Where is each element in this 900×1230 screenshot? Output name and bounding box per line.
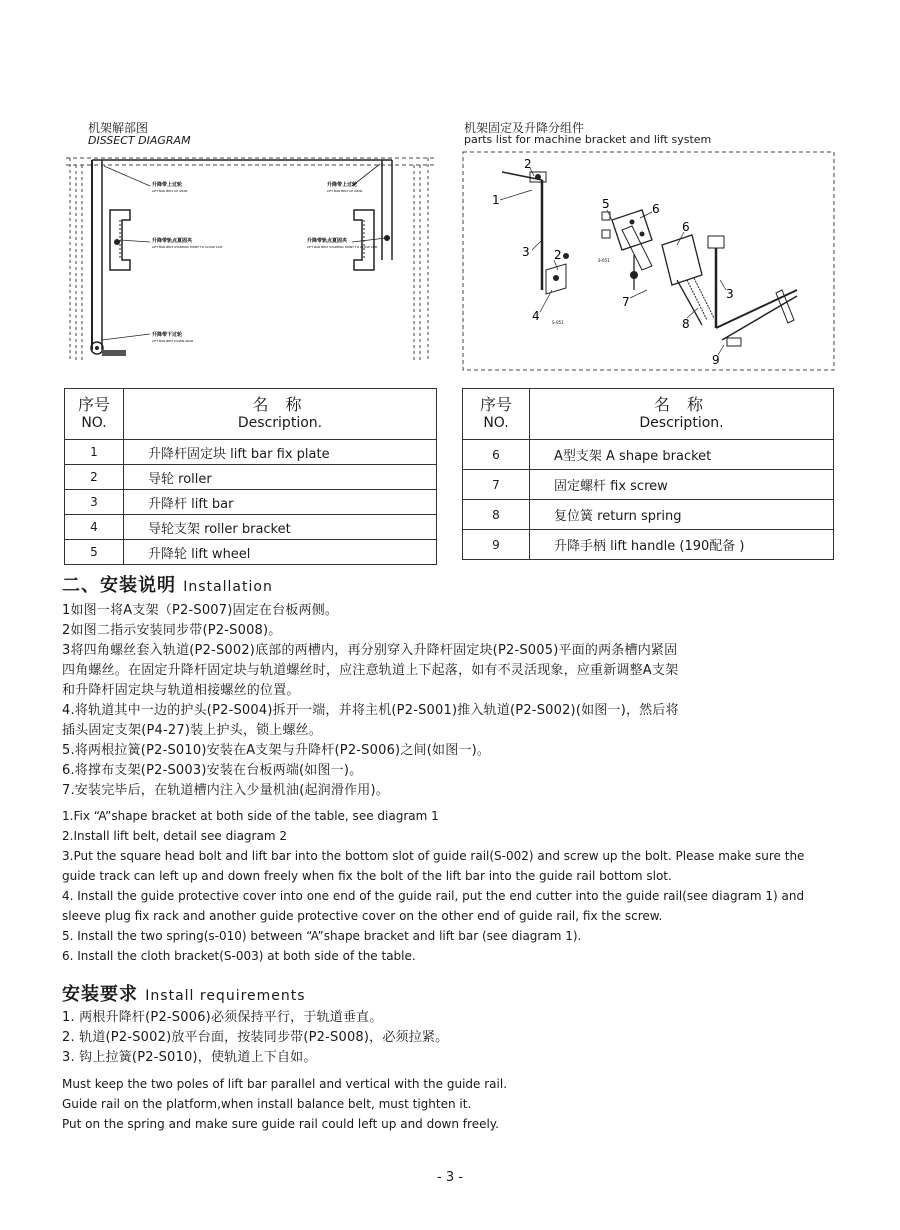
callout-2b: 2	[554, 248, 562, 262]
callout-5: 5	[602, 197, 610, 211]
requirements-cn-line: 3. 钩上拉簧(P2-S010)，使轨道上下自如。	[62, 1050, 317, 1065]
requirements-en-line: Put on the spring and make sure guide rail could left up and down freely.	[62, 1117, 499, 1131]
requirements-en-line: Must keep the two poles of lift bar parallel and vertical with the guide rail.	[62, 1077, 508, 1091]
table-row: 7 固定螺杆 fix screw	[463, 470, 834, 500]
requirements-heading: 安装要求 Install requirements	[62, 984, 306, 1005]
left-label-3-cn: 升降带轨点夏固夹	[152, 238, 193, 244]
installation-en-text	[62, 806, 862, 966]
small-label-b: S-051	[552, 320, 564, 325]
table-row: 2 导轮 roller	[65, 465, 437, 490]
left-label-1-cn: 升降带上过轮	[152, 182, 183, 188]
installation-cn-line: 和升降杆固定块与轨道相接螺丝的位置。	[62, 683, 300, 698]
table-row: 6 A型支架 A shape bracket	[463, 440, 834, 470]
installation-cn-line: 2如图二指示安装同步带(P2-S008)。	[62, 623, 282, 638]
installation-cn-line: 6.将撑布支架(P2-S003)安装在台板两端(如图一)。	[62, 763, 363, 778]
table-header	[463, 389, 834, 440]
installation-heading: 二、安装说明 Installation	[62, 575, 273, 596]
parts-table-right	[462, 388, 834, 560]
requirements-cn-line: 2. 轨道(P2-S002)放平台面，按装同步带(P2-S008)，必须拉紧。	[62, 1030, 449, 1045]
installation-en-line: 4. Install the guide protective cover into one end of the guide rail, put the end cutter into the guide rail(see diagram 1) and	[62, 889, 805, 903]
left-label-4-cn: 升降带轨点夏固夹	[307, 238, 348, 244]
header-description: 名 称 Description.	[124, 389, 437, 440]
installation-cn-line: 7.安装完毕后，在轨道槽内注入少量机油(起润滑作用)。	[62, 783, 389, 798]
callout-6b: 6	[682, 220, 690, 234]
parts-exploded-diagram	[462, 150, 836, 372]
installation-cn-line: 5.将两根拉簧(P2-S010)安装在A支架与升降杆(P2-S006)之间(如图一)。	[62, 743, 491, 758]
callout-4: 4	[532, 309, 540, 323]
dissect-diagram	[62, 150, 442, 365]
small-label-a: S-051	[598, 258, 610, 263]
installation-en-line: guide track can left up and down freely when fix the bolt of the lift bar into the guide rail bottom slot.	[62, 869, 672, 883]
left-label-2-en: LIFT BAR BELT UP GEAR	[327, 189, 363, 193]
callout-7: 7	[622, 295, 630, 309]
installation-en-line: 5. Install the two spring(s-010) between “A”shape bracket and lift bar (see diagram 1).	[62, 929, 582, 943]
installation-cn-text	[62, 601, 852, 801]
left-label-5-cn: 升降带下过轮	[152, 332, 183, 338]
requirements-en-text	[62, 1074, 852, 1134]
header-no: 序号 NO.	[65, 389, 124, 440]
installation-cn-line: 插头固定支架(P4-27)装上护头，锁上螺丝。	[62, 723, 323, 738]
installation-en-line: 3.Put the square head bolt and lift bar into the bottom slot of guide rail(S-002) and screw up the bolt. Please make sure the	[62, 849, 805, 863]
table-row: 9 升降手柄 lift handle (190配备 )	[463, 530, 834, 560]
installation-cn-line: 4.将轨道其中一边的护头(P2-S004)拆开一端，并将主机(P2-S001)推入轨道(P2-S002)(如图一)，然后将	[62, 703, 679, 718]
header-description: 名 称 Description.	[530, 389, 834, 440]
table-row: 1 升降杆固定块 lift bar fix plate	[65, 440, 437, 465]
left-label-1-en: LIFT BAR BELT UP GEAR	[152, 189, 188, 193]
requirements-en-line: Guide rail on the platform,when install balance belt, must tighten it.	[62, 1097, 472, 1111]
callout-9: 9	[712, 353, 720, 367]
table-row: 4 导轮支架 roller bracket	[65, 515, 437, 540]
header-no: 序号 NO.	[463, 389, 530, 440]
installation-cn-line: 3将四角螺丝套入轨道(P2-S002)底部的两槽内，再分别穿入升降杆固定块(P2-S005)平面的两条槽内紧固	[62, 643, 678, 658]
callout-1: 1	[492, 193, 500, 207]
left-label-5-en: LIFT BAR BELT DOWN GEAR	[152, 339, 194, 343]
requirements-cn-line: 1. 两根升降杆(P2-S006)必须保持平行，于轨道垂直。	[62, 1010, 383, 1025]
installation-cn-line: 四角螺丝。在固定升降杆固定块与轨道螺丝时，应注意轨道上下起落，如有不灵活现象，应重新调整A支架	[62, 663, 679, 678]
requirements-cn-text	[62, 1008, 852, 1068]
installation-en-line: 2.Install lift belt, detail see diagram 2	[62, 829, 287, 843]
table-row: 5 升降轮 lift wheel	[65, 540, 437, 565]
callout-2a: 2	[524, 157, 532, 171]
left-figure-title-cn: 机架解部图	[88, 121, 149, 135]
table-header	[65, 389, 437, 440]
right-figure-title-en: parts list for machine bracket and lift system	[464, 133, 712, 146]
right-figure-title-cn: 机架固定及升降分组件	[464, 121, 585, 135]
left-label-2-cn: 升降带上过轮	[327, 182, 358, 188]
installation-en-line: 1.Fix “A”shape bracket at both side of the table, see diagram 1	[62, 809, 439, 823]
callout-3a: 3	[522, 245, 530, 259]
table-row: 3 升降杆 lift bar	[65, 490, 437, 515]
callout-3b: 3	[726, 287, 734, 301]
page-number: - 3 -	[437, 1170, 463, 1185]
left-label-4-en: LIFT BAR BELT STARTING POINT TO CLOSE CLIP	[307, 245, 378, 249]
installation-cn-line: 1如图一将A支架（P2-S007)固定在台板两侧。	[62, 603, 339, 618]
callout-6a: 6	[652, 202, 660, 216]
left-label-3-en: LIFT BAR BELT STARTING POINT TO CLOSE CLIP	[152, 245, 223, 249]
callout-8: 8	[682, 317, 690, 331]
parts-table-left	[64, 388, 437, 565]
left-figure-title-en: DISSECT DIAGRAM	[88, 134, 191, 147]
installation-en-line: sleeve plug fix rack and another guide protective cover on the other end of guide rail, fix the screw.	[62, 909, 663, 923]
table-row: 8 复位簧 return spring	[463, 500, 834, 530]
installation-en-line: 6. Install the cloth bracket(S-003) at both side of the table.	[62, 949, 416, 963]
